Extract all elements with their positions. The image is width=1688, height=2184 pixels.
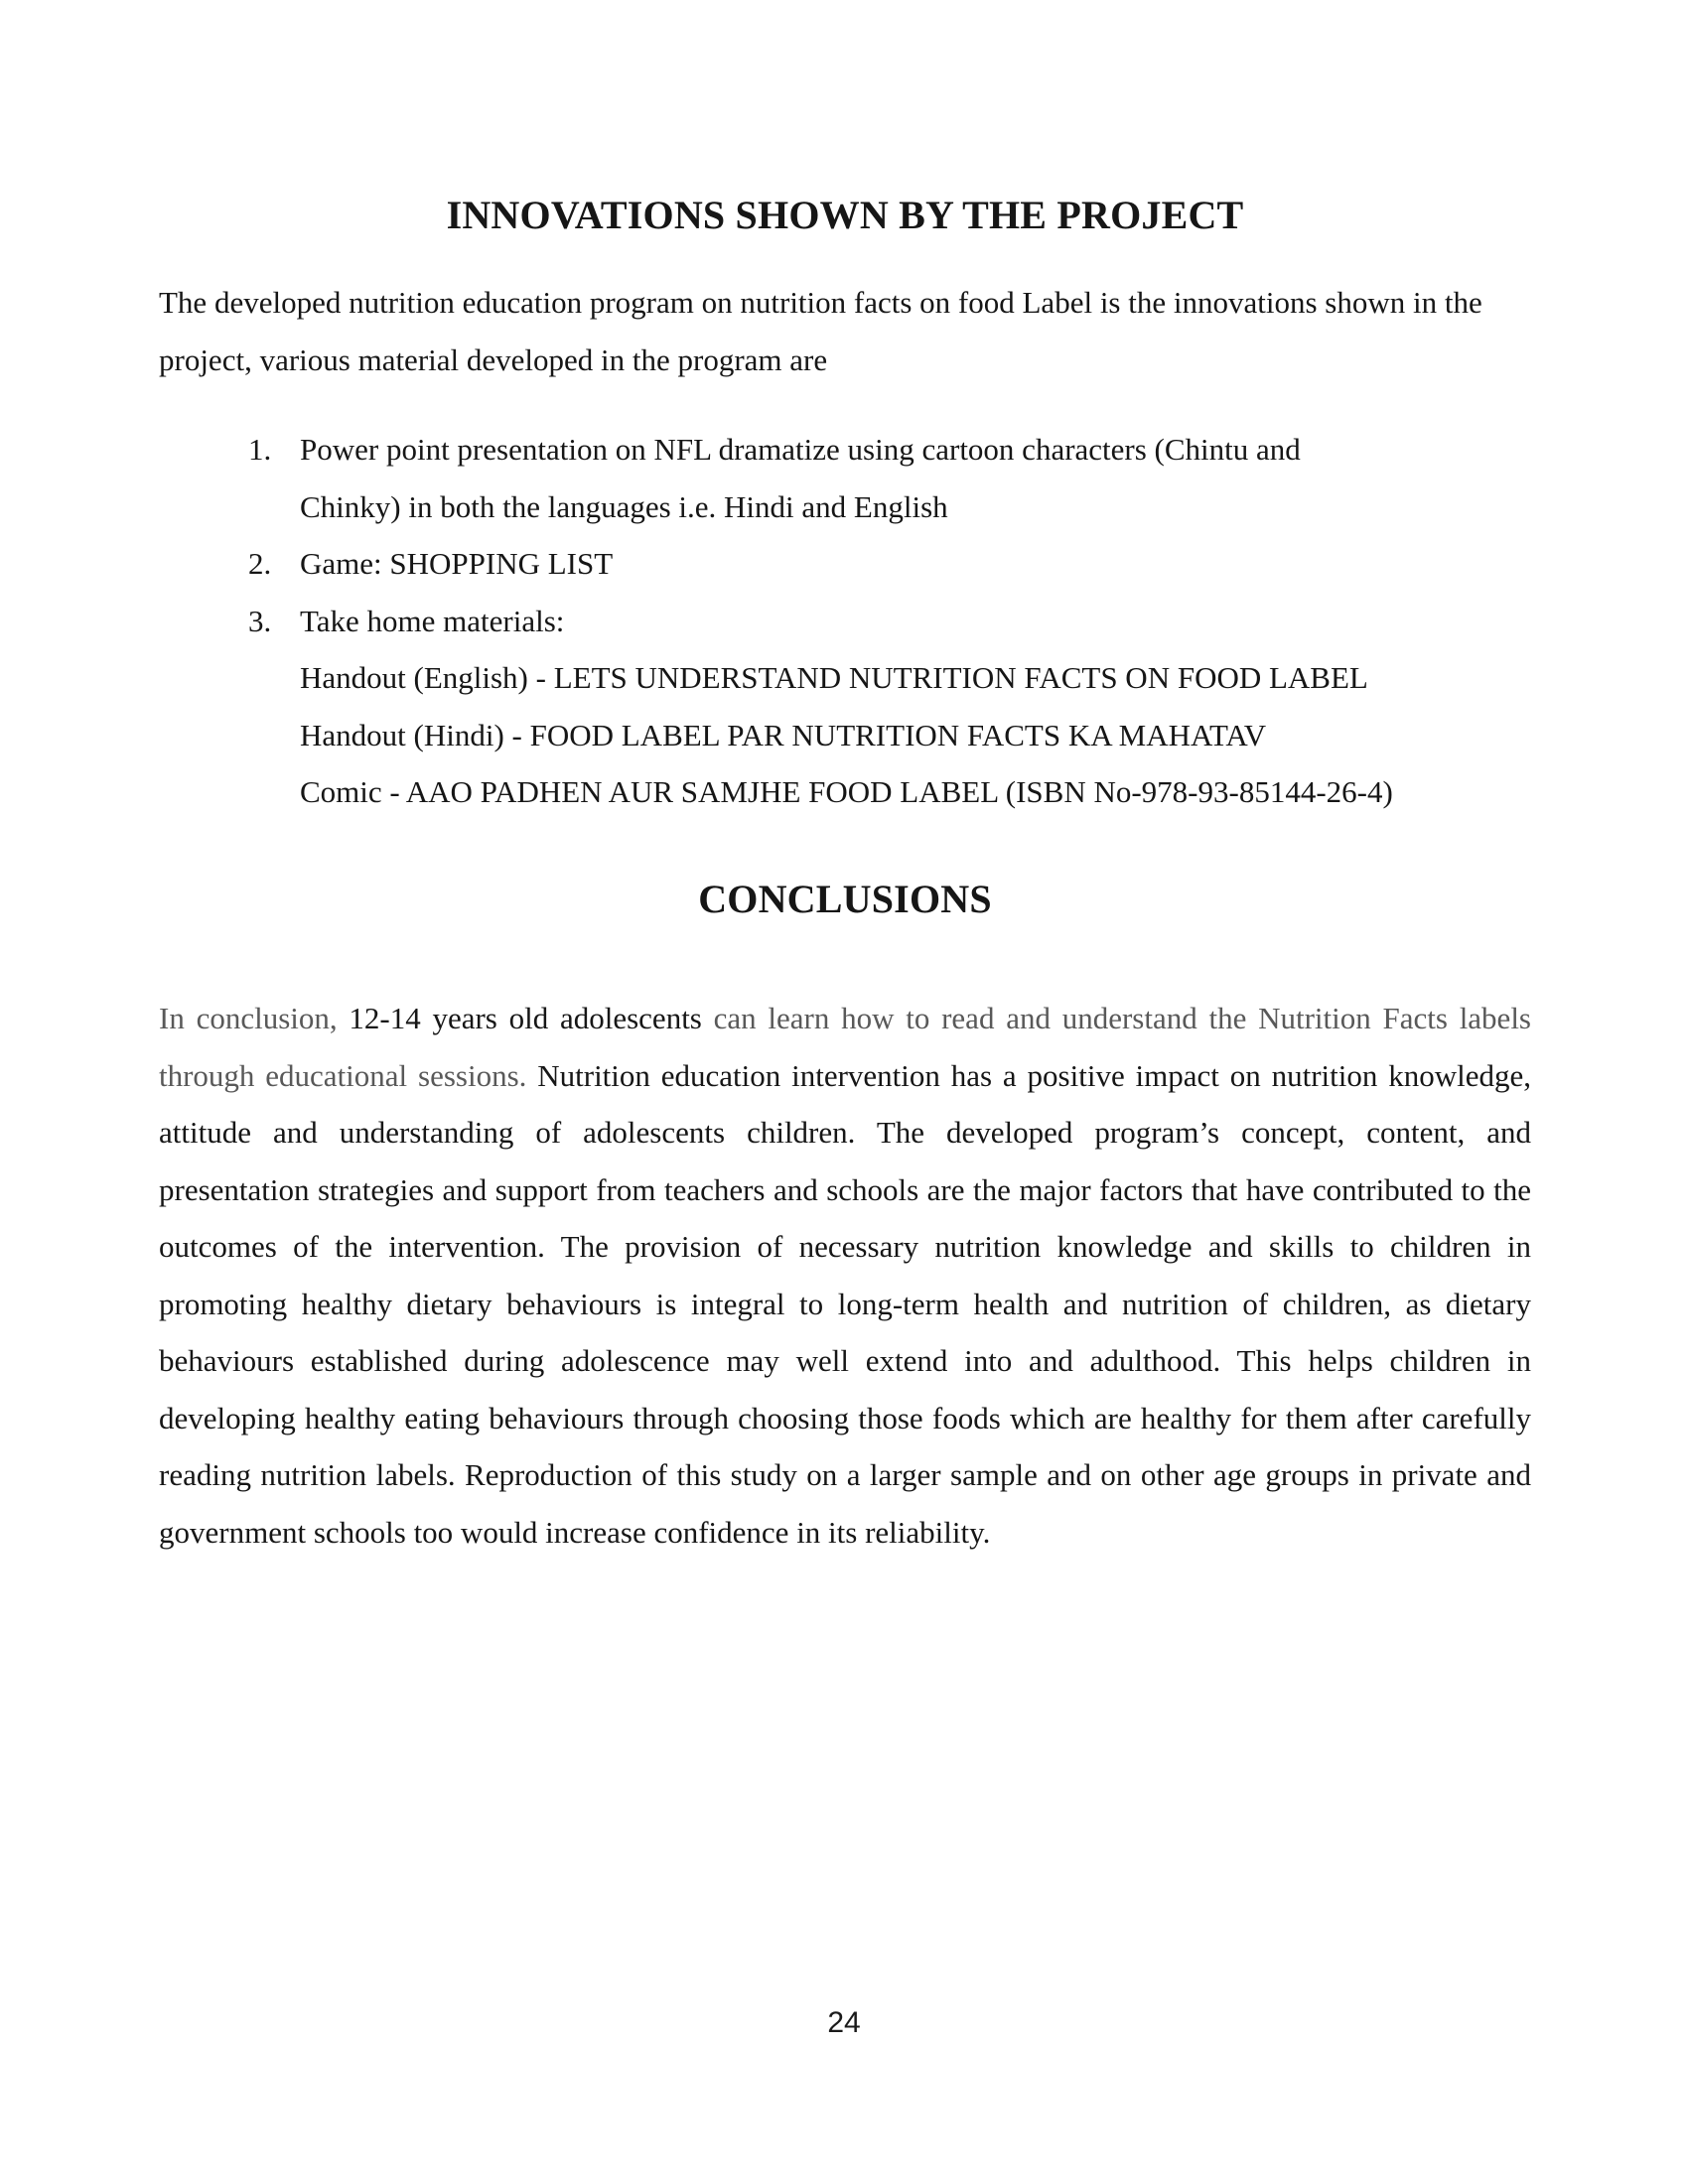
list-item <box>159 421 1531 535</box>
conclusion-segment: can learn how to read and understand the Nutrition Facts labels through educational sessions. <box>159 1001 1531 1093</box>
list-item <box>159 535 1531 593</box>
conclusion-segment: Nutrition education intervention has a positive impact on nutrition knowledge, attitude and understanding of adolescents children. The developed program’s concept, content, and presentation strategies and support from teachers and schools are the major factors that have contributed to the outcomes of the intervention. The provision of necessary nutrition knowledge and skills to children in promoting healthy dietary behaviours is integral to long-term health and nutrition of children, as dietary behaviours established during adolescence may well extend into and adulthood. This helps children in developing healthy eating behaviours through choosing those foods which are healthy for them after carefully reading nutrition labels. Reproduction of this study on a larger sample and on other age groups in private and government schools too would increase confidence in its reliability. <box>159 1057 1531 1550</box>
list-item <box>159 593 1531 650</box>
conclusion-paragraph <box>159 990 1531 1561</box>
list-item-number: 2. <box>248 546 272 581</box>
list-item-text: Power point presentation on NFL dramatize using cartoon characters (Chintu and Chinky) in both the languages i.e. Hindi and English <box>300 432 1301 524</box>
section-heading-innovations: INNOVATIONS SHOWN BY THE PROJECT <box>446 193 1244 237</box>
intro-paragraph: The developed nutrition education program on nutrition facts on food Label is the innovations shown in the project, various material developed in the program are <box>159 285 1482 377</box>
page-number: 24 <box>827 2006 861 2039</box>
conclusion-segment: 12-14 years old adolescents <box>349 1001 714 1035</box>
material-line-comic: Comic - AAO PADHEN AUR SAMJHE FOOD LABEL (ISBN No-978-93-85144-26-4) <box>300 774 1393 809</box>
innovations-list <box>159 421 1531 821</box>
list-item-number: 3. <box>248 603 272 638</box>
conclusion-segment: In conclusion, <box>159 1001 350 1035</box>
material-line-handout-english: Handout (English) - LETS UNDERSTAND NUTRITION FACTS ON FOOD LABEL <box>300 660 1368 695</box>
list-item-number: 1. <box>248 432 272 467</box>
section-heading-conclusions: CONCLUSIONS <box>698 877 992 921</box>
list-item-text: Game: SHOPPING LIST <box>300 546 614 581</box>
list-item-text: Take home materials: <box>300 603 565 638</box>
material-line-handout-hindi: Handout (Hindi) - FOOD LABEL PAR NUTRITION FACTS KA MAHATAV <box>300 717 1267 752</box>
